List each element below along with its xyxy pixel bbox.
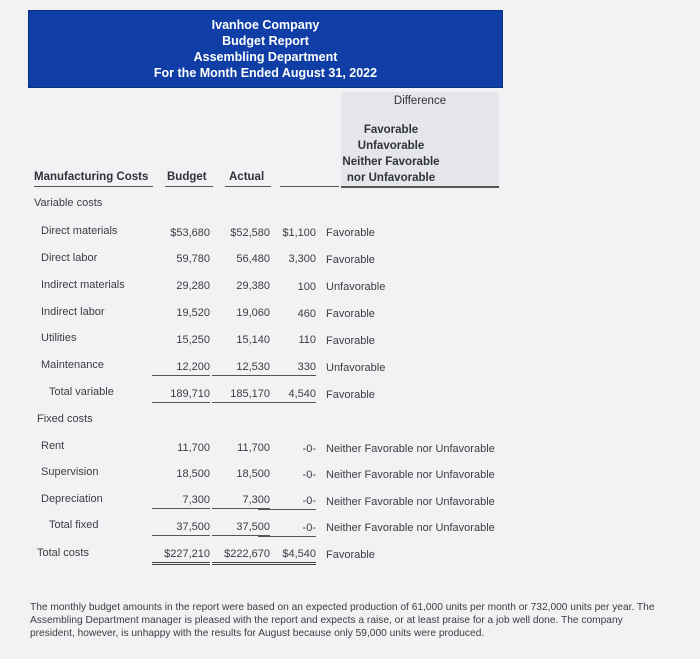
budget-cell: 37,500 [152, 521, 210, 536]
budget-cell: 189,710 [152, 388, 210, 403]
status-cell: Unfavorable [326, 362, 386, 374]
row-label: Indirect labor [41, 306, 105, 318]
difference-cell: $1,100 [282, 227, 316, 239]
fixed-costs-label: Fixed costs [37, 413, 93, 425]
actual-header: Actual [229, 171, 265, 183]
report-period: For the Month Ended August 31, 2022 [153, 66, 378, 80]
row-label: Direct labor [41, 252, 98, 264]
actual-cell: 15,140 [236, 334, 270, 346]
row-label: Depreciation [41, 493, 103, 505]
report-title-banner [28, 10, 503, 88]
status-cell: Neither Favorable nor Unfavorable [326, 496, 495, 508]
company-name: Ivanhoe Company [211, 18, 320, 32]
difference-cell: -0- [302, 469, 316, 481]
row-label: Maintenance [41, 359, 104, 371]
diff-favorable-label: Favorable [363, 124, 419, 136]
actual-cell: 12,530 [212, 361, 270, 376]
actual-cell: 11,700 [237, 442, 270, 454]
status-cell: Unfavorable [326, 281, 386, 293]
manufacturing-costs-header: Manufacturing Costs [34, 171, 149, 183]
status-cell: Favorable [326, 389, 375, 401]
budget-cell: $53,680 [170, 227, 210, 239]
diff-amount-header-underline [280, 186, 339, 187]
budget-cell: $227,210 [152, 548, 210, 565]
diff-unfavorable-label: Unfavorable [357, 140, 425, 152]
actual-cell: 37,500 [212, 521, 270, 536]
row-label: Utilities [41, 332, 77, 344]
actual-cell: 29,380 [236, 280, 270, 292]
difference-cell: 3,300 [288, 253, 316, 265]
status-cell: Neither Favorable nor Unfavorable [326, 443, 495, 455]
difference-cell: 100 [297, 281, 316, 293]
row-label: Direct materials [41, 225, 118, 237]
actual-cell: 7,300 [212, 494, 270, 509]
budget-header-underline [165, 186, 213, 187]
difference-cell: 460 [297, 308, 316, 320]
difference-cell: 110 [298, 334, 316, 346]
budget-cell: 7,300 [152, 494, 210, 509]
row-label: Total variable [49, 386, 114, 398]
budget-cell: 29,280 [176, 280, 210, 292]
status-cell: Favorable [326, 254, 375, 266]
status-cell: Neither Favorable nor Unfavorable [326, 469, 495, 481]
status-cell: Favorable [326, 308, 375, 320]
department-name: Assembling Department [193, 50, 338, 64]
row-label: Supervision [41, 466, 99, 478]
budget-header: Budget [167, 171, 207, 183]
row-label: Rent [41, 440, 65, 452]
mc-header-underline [34, 186, 153, 187]
budget-cell: 19,520 [176, 307, 210, 319]
actual-header-underline [225, 186, 271, 187]
row-label: Total costs [37, 547, 89, 559]
variable-costs-label: Variable costs [34, 197, 103, 209]
difference-cell: -0- [302, 443, 316, 455]
row-label: Total fixed [49, 519, 99, 531]
difference-header: Difference [393, 95, 447, 107]
budget-cell: 12,200 [152, 361, 210, 376]
status-cell: Neither Favorable nor Unfavorable [326, 522, 495, 534]
diff-neither-label: Neither Favorable [342, 156, 440, 168]
report-name: Budget Report [222, 34, 309, 48]
budget-cell: 15,250 [176, 334, 210, 346]
difference-cell: 4,540 [258, 388, 316, 403]
actual-cell: $52,580 [230, 227, 270, 239]
actual-cell: 19,060 [236, 307, 270, 319]
difference-cell: 330 [258, 361, 316, 376]
diff-nor-unfavorable-label: nor Unfavorable [346, 172, 436, 184]
actual-cell: 185,170 [212, 388, 270, 403]
budget-cell: 11,700 [177, 442, 210, 454]
row-label: Indirect materials [41, 279, 125, 291]
actual-cell: $222,670 [212, 548, 270, 565]
budget-cell: 18,500 [176, 468, 210, 480]
status-cell: Favorable [326, 335, 375, 347]
actual-cell: 56,480 [236, 253, 270, 265]
budget-cell: 59,780 [176, 253, 210, 265]
report-note: The monthly budget amounts in the report were based on an expected production of 61,000 units per month or 732,000 units per year. The Assembling Department manager is pleased with the report and expects a raise, or at least praise for a job well done. The company president, however, is unhappy with the results for August because only 59,000 units were produced. [30, 602, 655, 639]
difference-cell: -0- [258, 495, 316, 510]
difference-cell: -0- [258, 522, 316, 537]
status-cell: Favorable [326, 549, 375, 561]
status-cell: Favorable [326, 227, 375, 239]
difference-cell: $4,540 [258, 548, 316, 565]
actual-cell: 18,500 [236, 468, 270, 480]
